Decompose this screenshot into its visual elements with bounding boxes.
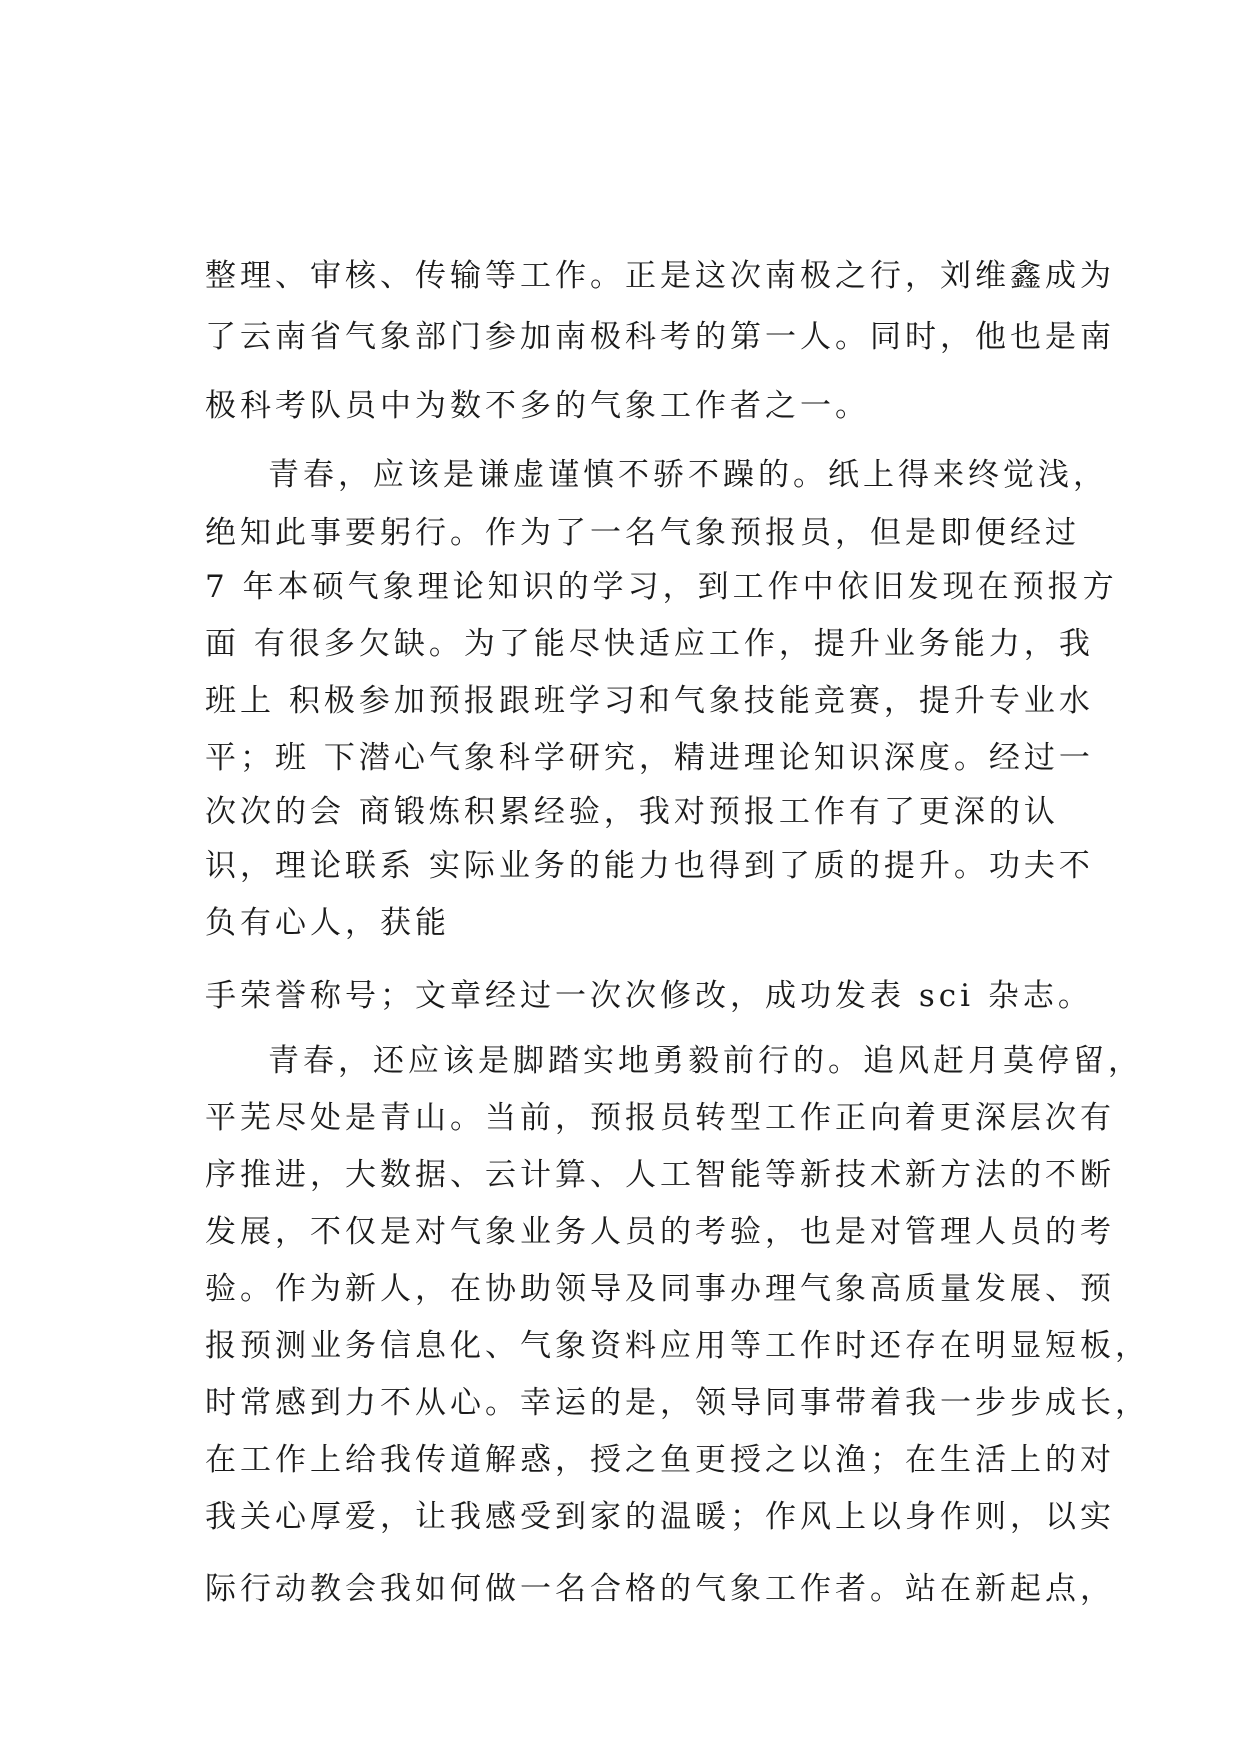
text-line: 7 年本硕气象理论知识的学习，到工作中依旧发现在预报方 [205,569,1118,605]
text-line: 整理、审核、传输等工作。正是这次南极之行，刘维鑫成为 [205,258,1115,294]
text-line: 报预测业务信息化、气象资料应用等工作时还存在明显短板， [205,1328,1150,1364]
text-line: 面 有很多欠缺。为了能尽快适应工作，提升业务能力，我 [205,626,1094,662]
text-line: 验。作为新人，在协助领导及同事办理气象高质量发展、预 [205,1271,1115,1307]
text-line: 平；班 下潜心气象科学研究，精进理论知识深度。经过一 [205,740,1094,776]
text-line: 时常感到力不从心。幸运的是，领导同事带着我一步步成长， [205,1385,1150,1421]
paragraph-first-line: 青春，应该是谦虚谨慎不骄不躁的。纸上得来终觉浅， [268,457,1108,493]
text-line: 序推进，大数据、云计算、人工智能等新技术新方法的不断 [205,1157,1115,1193]
text-line: 班上 积极参加预报跟班学习和气象技能竞赛，提升专业水 [205,683,1094,719]
text-line: 极科考队员中为数不多的气象工作者之一。 [205,388,870,424]
text-line: 发展，不仅是对气象业务人员的考验，也是对管理人员的考 [205,1214,1115,1250]
text-line: 在工作上给我传道解惑，授之鱼更授之以渔；在生活上的对 [205,1442,1115,1478]
text-line: 平芜尽处是青山。当前，预报员转型工作正向着更深层次有 [205,1100,1115,1136]
paragraph-first-line: 青春，还应该是脚踏实地勇毅前行的。追风赶月莫停留， [268,1043,1143,1079]
text-line: 际行动教会我如何做一名合格的气象工作者。站在新起点， [205,1571,1115,1607]
text-line: 负有心人，获能 [205,905,450,941]
text-line: 我关心厚爱，让我感受到家的温暖；作风上以身作则，以实 [205,1499,1115,1535]
text-line: 了云南省气象部门参加南极科考的第一人。同时，他也是南 [205,319,1115,355]
text-line: 次次的会 商锻炼积累经验，我对预报工作有了更深的认 [205,794,1059,830]
text-line: 绝知此事要躬行。作为了一名气象预报员，但是即便经过 [205,515,1080,551]
text-line: 识，理论联系 实际业务的能力也得到了质的提升。功夫不 [205,848,1094,884]
text-line: 手荣誉称号；文章经过一次次修改，成功发表 sci 杂志。 [205,978,1093,1014]
